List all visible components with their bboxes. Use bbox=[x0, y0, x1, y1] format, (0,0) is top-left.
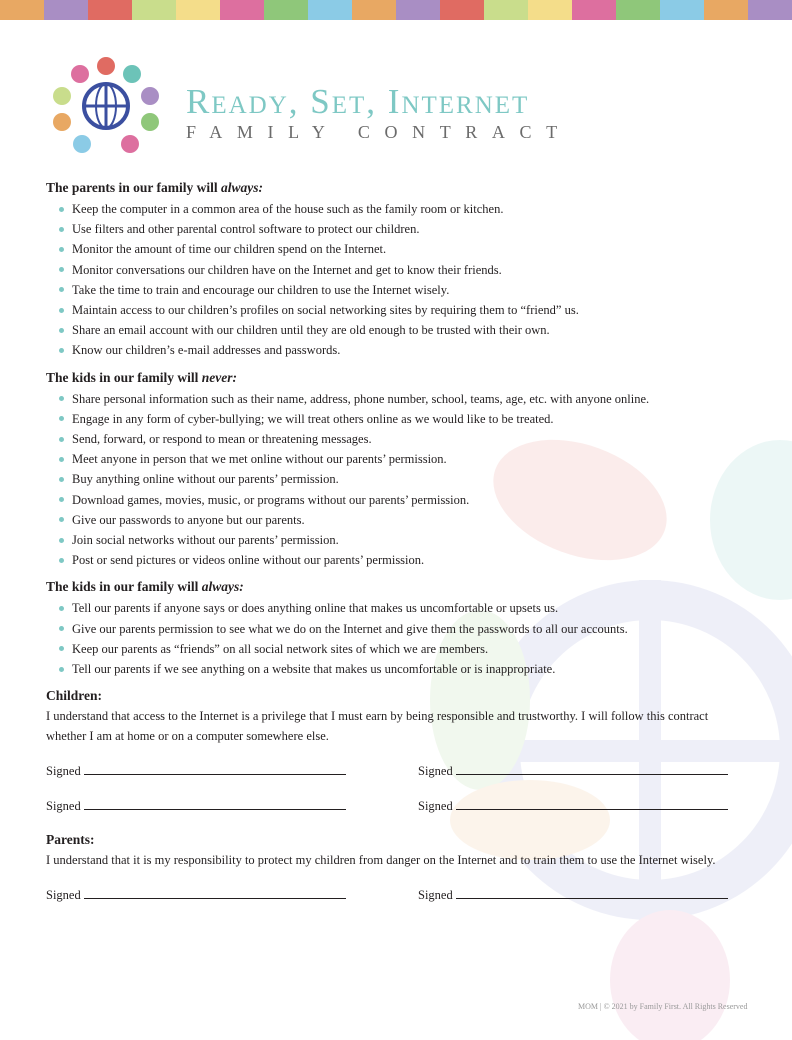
signed-label: Signed bbox=[46, 799, 81, 814]
list-item: Engage in any form of cyber-bullying; we will treat others online as we would like to be treated. bbox=[46, 409, 746, 429]
color-stripe-segment bbox=[748, 0, 792, 20]
list-item: Meet anyone in person that we met online without our parents’ permission. bbox=[46, 449, 746, 469]
parents-statement: I understand that it is my responsibility to protect my children from danger on the Internet and to train them to use the Internet wisely. bbox=[46, 853, 716, 868]
page-title: Ready, Set, Internet bbox=[186, 82, 530, 121]
section-parents-always bbox=[46, 178, 746, 361]
copyright-footer: MOM | © 2021 by Family First. All Rights Reserved bbox=[578, 1002, 748, 1011]
color-stripe-segment bbox=[660, 0, 704, 20]
list-item: Tell our parents if we see anything on a website that makes us uncomfortable or is inappropriate. bbox=[46, 659, 746, 679]
list-item: Tell our parents if anyone says or does anything online that makes us uncomfortable or upsets us. bbox=[46, 598, 746, 618]
list-item: Take the time to train and encourage our children to use the Internet wisely. bbox=[46, 280, 746, 300]
signed-label: Signed bbox=[418, 764, 453, 779]
color-stripe-segment bbox=[264, 0, 308, 20]
signature-line[interactable] bbox=[456, 795, 728, 810]
signed-label: Signed bbox=[418, 799, 453, 814]
color-stripe-segment bbox=[396, 0, 440, 20]
color-stripe-segment bbox=[308, 0, 352, 20]
list-item: Send, forward, or respond to mean or threatening messages. bbox=[46, 429, 746, 449]
color-stripe-segment bbox=[440, 0, 484, 20]
section-heading: The kids in our family will always: bbox=[46, 579, 244, 595]
signature-line[interactable] bbox=[456, 884, 728, 899]
parents-heading: Parents: bbox=[46, 832, 95, 848]
signature-row bbox=[46, 795, 746, 815]
family-globe-logo bbox=[46, 46, 166, 162]
section-heading: The kids in our family will never: bbox=[46, 369, 238, 385]
color-stripe-segment bbox=[0, 0, 44, 20]
color-stripe-segment bbox=[572, 0, 616, 20]
color-stripe-segment bbox=[88, 0, 132, 20]
section-kids-always bbox=[46, 577, 746, 679]
color-stripe-segment bbox=[616, 0, 660, 20]
signed-label: Signed bbox=[418, 888, 453, 903]
color-stripe-segment bbox=[528, 0, 572, 20]
list-item: Share personal information such as their name, address, phone number, school, teams, age, etc. with anyone online. bbox=[46, 389, 746, 409]
color-stripe-bar bbox=[0, 0, 792, 20]
color-stripe-segment bbox=[44, 0, 88, 20]
children-statement: I understand that access to the Internet is a privilege that I must earn by being responsible and trustworthy. I will follow this contract whether I am at home or on a computer somewhere else. bbox=[46, 709, 709, 744]
list-item: Use filters and other parental control software to protect our children. bbox=[46, 219, 746, 239]
list-item: Give our parents permission to see what we do on the Internet and give them the passwords to all our accounts. bbox=[46, 619, 746, 639]
list-item: Keep the computer in a common area of the house such as the family room or kitchen. bbox=[46, 199, 746, 219]
list-item: Buy anything online without our parents’ permission. bbox=[46, 469, 746, 489]
color-stripe-segment bbox=[704, 0, 748, 20]
color-stripe-segment bbox=[484, 0, 528, 20]
list-item: Join social networks without our parents’ permission. bbox=[46, 530, 746, 550]
signature-row bbox=[46, 884, 746, 904]
section-heading: The parents in our family will always: bbox=[46, 180, 264, 195]
list-item: Monitor the amount of time our children spend on the Internet. bbox=[46, 239, 746, 259]
list-item: Know our children’s e-mail addresses and passwords. bbox=[46, 340, 746, 360]
list-item: Keep our parents as “friends” on all social network sites of which we are members. bbox=[46, 639, 746, 659]
list-item: Download games, movies, music, or programs without our parents’ permission. bbox=[46, 490, 746, 510]
signed-label: Signed bbox=[46, 764, 81, 779]
list-item: Monitor conversations our children have on the Internet and get to know their friends. bbox=[46, 260, 746, 280]
color-stripe-segment bbox=[176, 0, 220, 20]
color-stripe-segment bbox=[352, 0, 396, 20]
rule-list bbox=[46, 389, 746, 571]
page-subtitle: FAMILY CONTRACT bbox=[186, 122, 572, 142]
rule-list bbox=[46, 199, 746, 361]
list-item: Share an email account with our children until they are old enough to be trusted with their own. bbox=[46, 320, 746, 340]
color-stripe-segment bbox=[132, 0, 176, 20]
list-item: Give our passwords to anyone but our parents. bbox=[46, 510, 746, 530]
rule-list bbox=[46, 598, 746, 679]
signature-line[interactable] bbox=[84, 795, 346, 810]
children-heading: Children: bbox=[46, 688, 103, 704]
section-kids-never bbox=[46, 368, 746, 571]
signature-line[interactable] bbox=[84, 884, 346, 899]
contract-body bbox=[46, 178, 746, 919]
signature-row bbox=[46, 760, 746, 780]
list-item: Maintain access to our children’s profiles on social networking sites by requiring them to “friend” us. bbox=[46, 300, 746, 320]
signed-label: Signed bbox=[46, 888, 81, 903]
signature-line[interactable] bbox=[84, 760, 346, 775]
signature-line[interactable] bbox=[456, 760, 728, 775]
list-item: Post or send pictures or videos online without our parents’ permission. bbox=[46, 550, 746, 570]
color-stripe-segment bbox=[220, 0, 264, 20]
